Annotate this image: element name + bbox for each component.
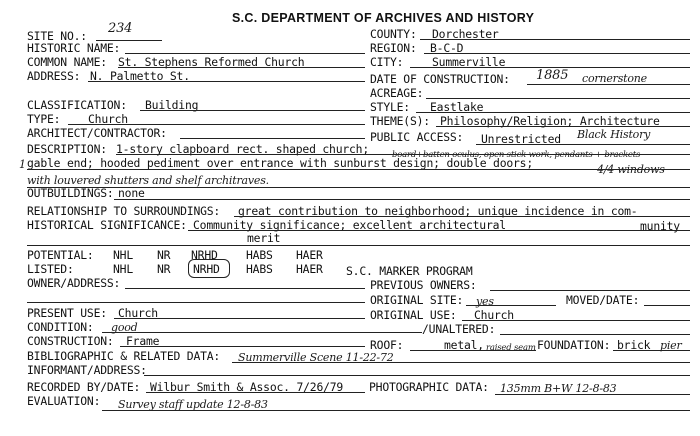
form-title: S.C. DEPARTMENT OF ARCHIVES AND HISTORY bbox=[232, 11, 535, 25]
foundation-line bbox=[613, 350, 690, 351]
themes-value: Philosophy/Religion; Architecture bbox=[440, 114, 660, 128]
condition-value: good bbox=[111, 321, 138, 334]
original-site-value: yes bbox=[476, 295, 494, 308]
present-use-value: Church bbox=[118, 306, 158, 320]
type-value: Church bbox=[88, 112, 128, 126]
owner-label: OWNER/ADDRESS: bbox=[27, 276, 121, 290]
listed-nrhd-circle bbox=[188, 259, 230, 278]
foundation-label: FOUNDATION: bbox=[537, 338, 611, 352]
roof-label: ROOF: bbox=[370, 338, 404, 352]
style-value: Eastlake bbox=[430, 100, 484, 114]
original-site-line bbox=[466, 305, 556, 306]
description-mark: 1 bbox=[19, 158, 26, 171]
roof-note: raised seam bbox=[486, 343, 536, 353]
bibliography-label: BIBLIOGRAPHIC & RELATED DATA: bbox=[27, 349, 221, 363]
significance-line-2 bbox=[27, 245, 690, 246]
photographic-data-label: PHOTOGRAPHIC DATA: bbox=[369, 380, 489, 394]
city-value: Summerville bbox=[432, 55, 506, 69]
description-label: DESCRIPTION: bbox=[27, 142, 107, 156]
date-of-construction-line bbox=[527, 84, 690, 85]
address-line bbox=[88, 81, 365, 82]
owner-line bbox=[125, 288, 365, 289]
present-use-label: PRESENT USE: bbox=[27, 306, 107, 320]
recorded-by-value: Wilbur Smith & Assoc. 7/26/79 bbox=[150, 380, 344, 394]
significance-value-line-2: merit bbox=[247, 231, 281, 245]
construction-line bbox=[120, 346, 365, 347]
evaluation-value: Survey staff update 12-8-83 bbox=[118, 398, 268, 411]
architect-line bbox=[180, 138, 365, 139]
classification-label: CLASSIFICATION: bbox=[27, 98, 127, 112]
common-name-line bbox=[118, 67, 365, 68]
bibliography-line bbox=[232, 362, 690, 363]
description-line-2-handwritten: 4/4 windows bbox=[597, 163, 665, 176]
style-line bbox=[416, 112, 690, 113]
foundation-value: brick bbox=[617, 338, 651, 352]
listed-label: LISTED: bbox=[27, 262, 74, 276]
description-line-3-handwritten: with louvered shutters and shelf architraves. bbox=[27, 174, 269, 187]
significance-value-end: munity bbox=[640, 219, 680, 233]
common-name-value: St. Stephens Reformed Church bbox=[118, 55, 305, 69]
potential-nrhd: NRHD bbox=[191, 248, 218, 262]
listed-nr: NR bbox=[157, 262, 171, 276]
unaltered-label: /UNALTERED: bbox=[422, 322, 496, 336]
style-label: STYLE: bbox=[370, 100, 410, 114]
public-access-line bbox=[476, 144, 690, 145]
present-use-line bbox=[114, 318, 365, 319]
construction-value: Frame bbox=[126, 334, 160, 348]
original-use-label: ORIGINAL USE: bbox=[370, 308, 457, 322]
original-use-line bbox=[462, 320, 690, 321]
owner-line-2 bbox=[27, 302, 365, 303]
relationship-value: great contribution to neighborhood; unique incidence in com- bbox=[238, 204, 638, 218]
historic-name-line bbox=[125, 53, 365, 54]
public-access-value: Unrestricted bbox=[481, 132, 561, 146]
recorded-by-line bbox=[146, 392, 365, 393]
type-line bbox=[68, 124, 365, 125]
foundation-note: pier bbox=[660, 339, 682, 352]
informant-label: INFORMANT/ADDRESS: bbox=[27, 363, 147, 377]
moved-date-label: MOVED/DATE: bbox=[566, 293, 640, 307]
architect-label: ARCHITECT/CONTRACTOR: bbox=[27, 126, 167, 140]
evaluation-label: EVALUATION: bbox=[27, 394, 101, 408]
classification-value: Building bbox=[145, 98, 199, 112]
historic-name-label: HISTORIC NAME: bbox=[27, 41, 121, 55]
listed-nhl: NHL bbox=[113, 262, 133, 276]
public-access-note: Black History bbox=[577, 128, 651, 141]
photographic-data-line bbox=[495, 394, 690, 395]
region-line bbox=[424, 53, 690, 54]
marker-program-label: S.C. MARKER PROGRAM bbox=[346, 264, 473, 278]
description-line-2-rule bbox=[27, 169, 690, 170]
original-site-label: ORIGINAL SITE: bbox=[370, 293, 464, 307]
themes-label: THEME(S): bbox=[370, 114, 430, 128]
listed-habs: HABS bbox=[246, 262, 273, 276]
significance-label: HISTORICAL SIGNIFICANCE: bbox=[27, 218, 187, 232]
description-line-1: 1-story clapboard rect. shaped church; bbox=[116, 142, 369, 156]
themes-line bbox=[436, 126, 690, 127]
type-label: TYPE: bbox=[27, 112, 61, 126]
informant-line bbox=[144, 375, 690, 376]
acreage-label: ACREAGE: bbox=[370, 86, 424, 100]
listed-haer: HAER bbox=[296, 262, 323, 276]
construction-label: CONSTRUCTION: bbox=[27, 334, 114, 348]
significance-value: Community significance; excellent architectural bbox=[193, 218, 506, 232]
county-value: Dorchester bbox=[432, 27, 499, 41]
original-use-value: Church bbox=[474, 308, 514, 322]
potential-nhl: NHL bbox=[113, 248, 133, 262]
previous-owners-label: PREVIOUS OWNERS: bbox=[370, 278, 477, 292]
condition-line bbox=[102, 332, 422, 333]
date-of-construction-label: DATE OF CONSTRUCTION: bbox=[370, 72, 510, 86]
potential-haer: HAER bbox=[296, 248, 323, 262]
outbuildings-value: none bbox=[118, 186, 145, 200]
county-label: COUNTY: bbox=[370, 27, 417, 41]
relationship-line bbox=[234, 216, 690, 217]
date-of-construction-note: cornerstone bbox=[582, 72, 647, 85]
outbuildings-line bbox=[114, 199, 690, 200]
date-of-construction-value: 1885 bbox=[536, 68, 569, 83]
unaltered-line bbox=[500, 334, 690, 335]
recorded-by-label: RECORDED BY/DATE: bbox=[27, 380, 141, 394]
city-label: CITY: bbox=[370, 55, 404, 69]
classification-line bbox=[140, 110, 365, 111]
site-no-value: 234 bbox=[108, 21, 133, 36]
roof-value: metal, bbox=[444, 338, 484, 352]
address-value: N. Palmetto St. bbox=[90, 69, 190, 83]
potential-habs: HABS bbox=[246, 248, 273, 262]
photographic-data-value: 135mm B+W 12-8-83 bbox=[500, 382, 617, 395]
evaluation-line bbox=[102, 410, 690, 411]
common-name-label: COMMON NAME: bbox=[27, 55, 107, 69]
description-line-1-rule bbox=[116, 154, 690, 155]
description-line-2: gable end; hooded pediment over entrance with sunburst design; double doors; bbox=[27, 156, 533, 170]
listed-nrhd: NRHD bbox=[193, 262, 220, 276]
description-line-1-handwritten: board+batten oculus, open stick work, pendants + brackets bbox=[392, 150, 641, 160]
acreage-line bbox=[426, 98, 690, 99]
bibliography-value: Summerville Scene 11-22-72 bbox=[238, 351, 394, 364]
region-label: REGION: bbox=[370, 41, 417, 55]
outbuildings-label: OUTBUILDINGS: bbox=[27, 186, 114, 200]
potential-label: POTENTIAL: bbox=[27, 248, 94, 262]
relationship-label: RELATIONSHIP TO SURROUNDINGS: bbox=[27, 204, 221, 218]
moved-date-line bbox=[644, 305, 690, 306]
potential-nr: NR bbox=[157, 248, 171, 262]
county-line bbox=[420, 39, 690, 40]
region-value: B-C-D bbox=[430, 41, 464, 55]
previous-owners-line bbox=[490, 290, 690, 291]
site-no-label: SITE NO.: bbox=[27, 29, 87, 43]
address-label: ADDRESS: bbox=[27, 69, 81, 83]
public-access-label: PUBLIC ACCESS: bbox=[370, 130, 464, 144]
condition-label: CONDITION: bbox=[27, 320, 94, 334]
roof-line bbox=[410, 350, 536, 351]
